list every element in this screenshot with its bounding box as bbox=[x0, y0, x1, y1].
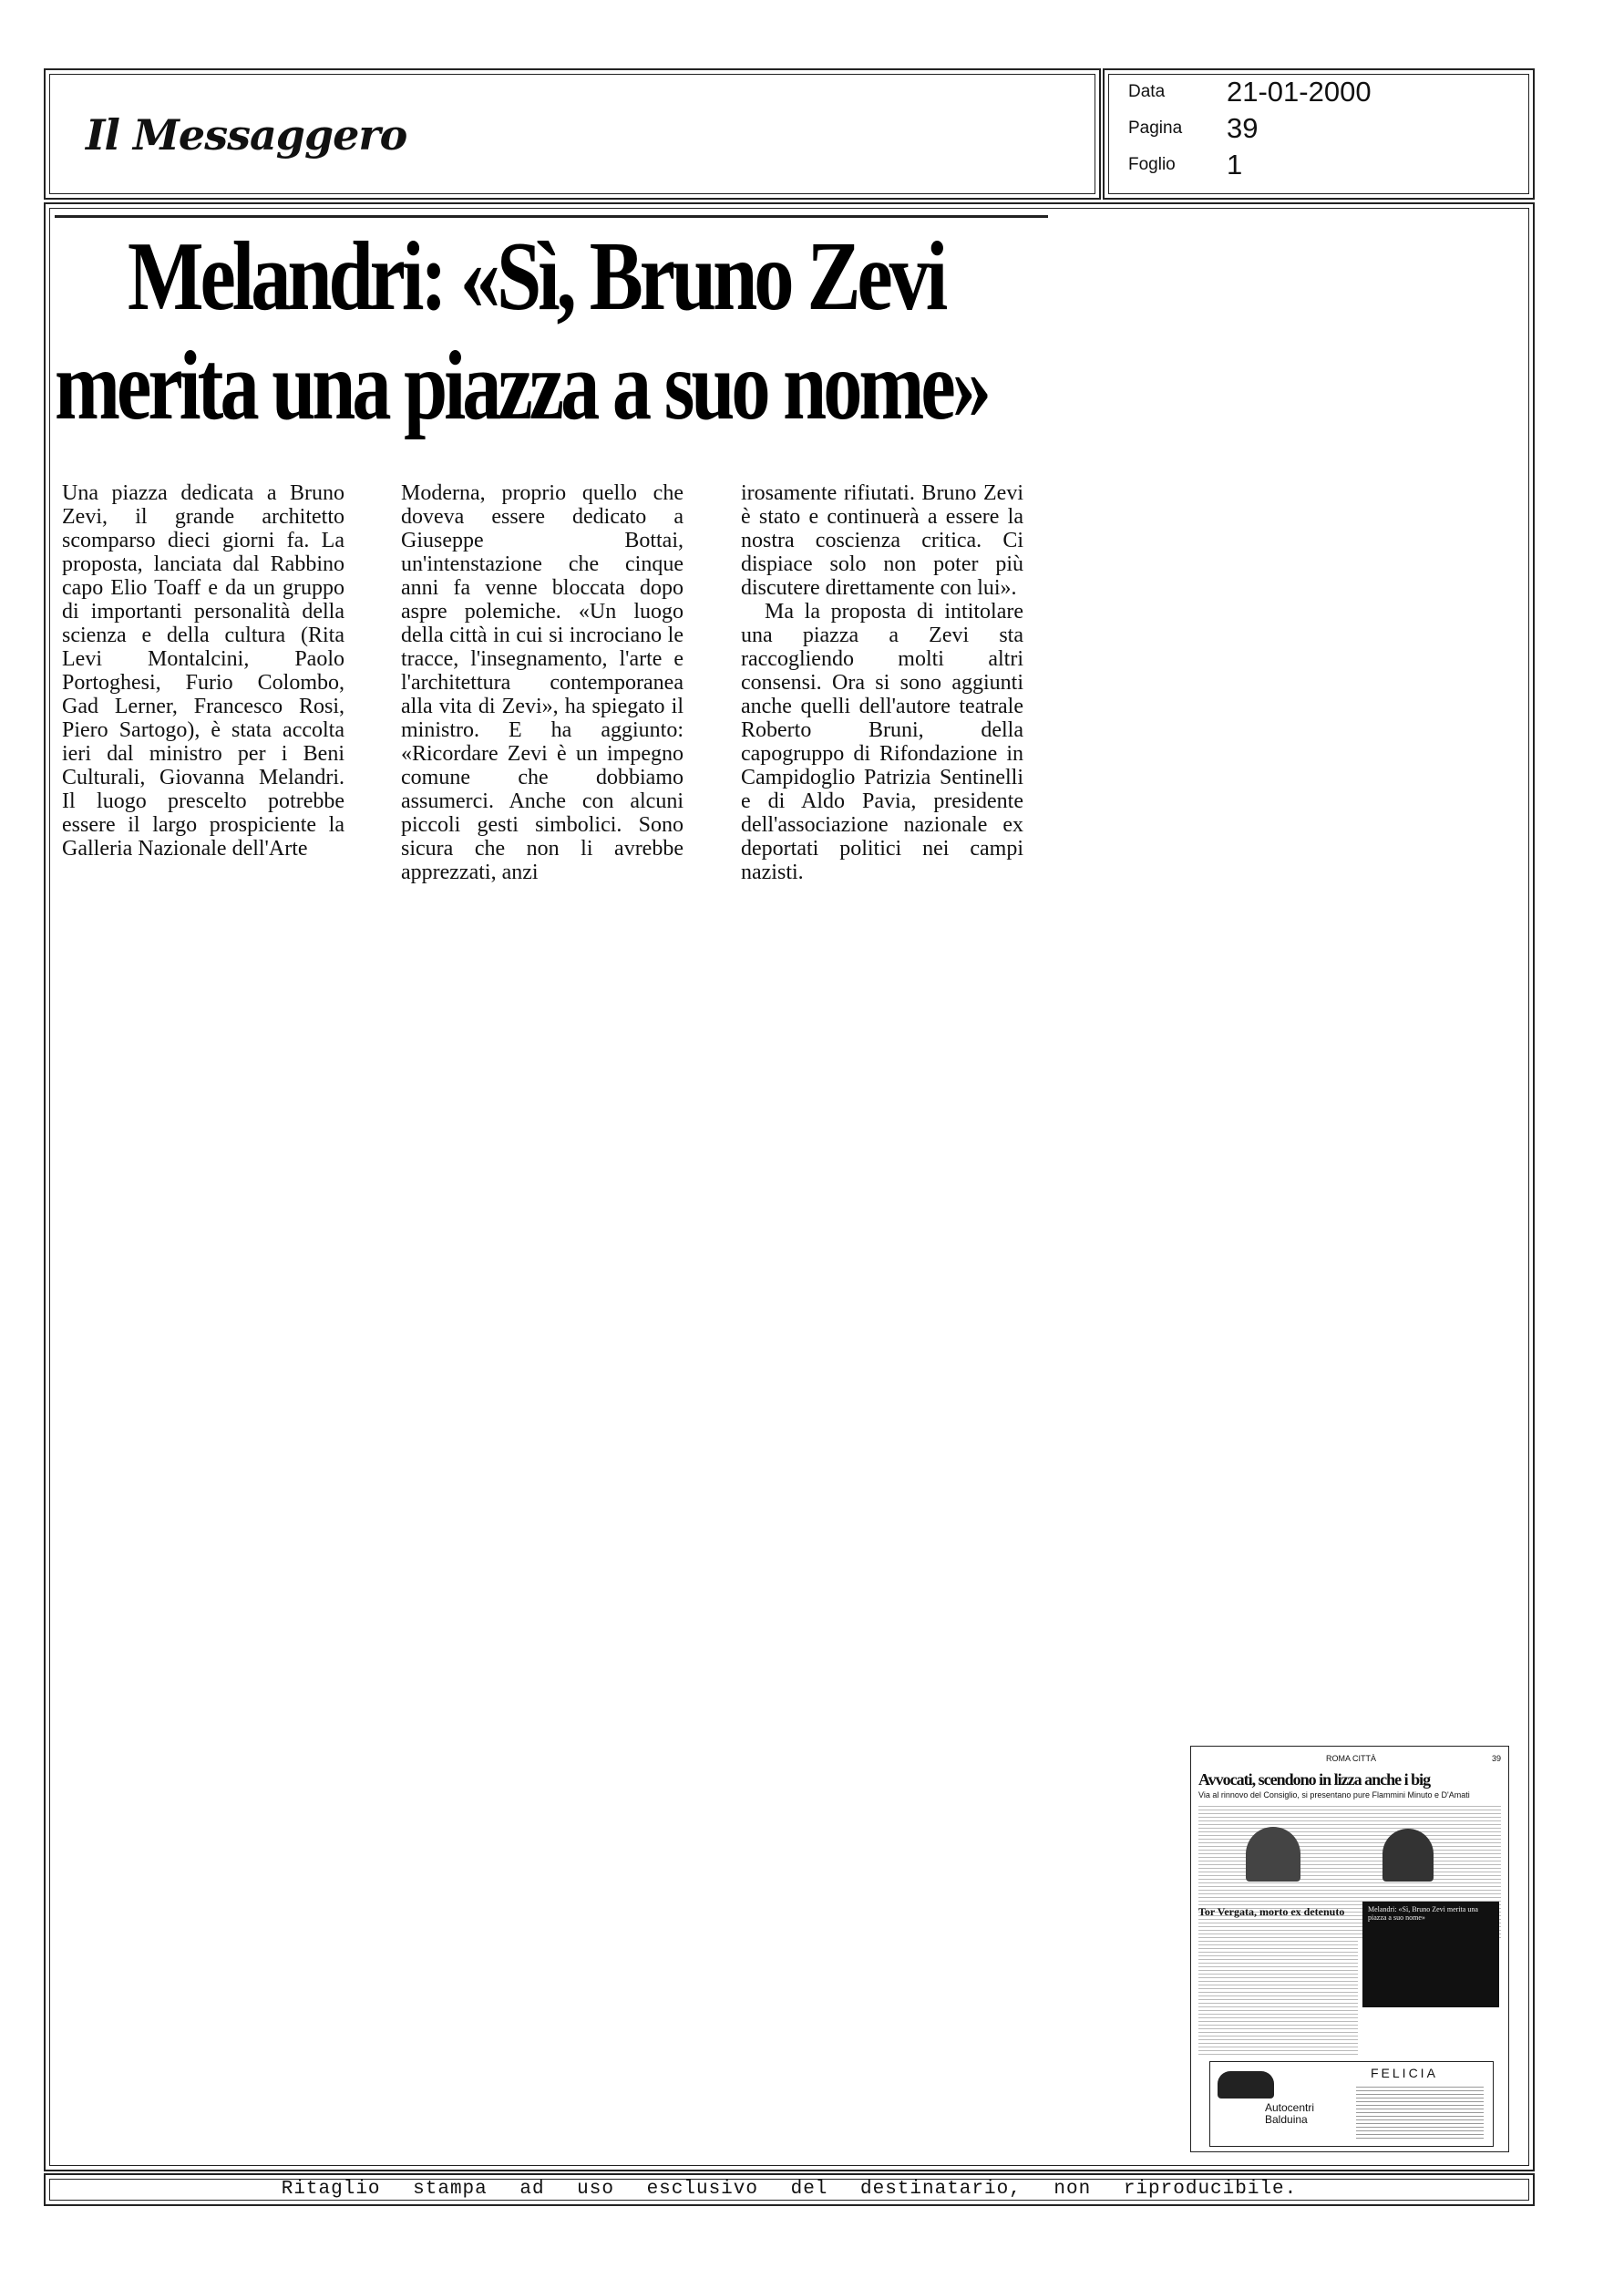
thumbnail-subtitle: Via al rinnovo del Consiglio, si presentano pure Flammini Minuto e D'Amati bbox=[1198, 1790, 1470, 1799]
thumbnail-inset-box bbox=[1362, 1902, 1499, 2007]
thumbnail-text-block-2 bbox=[1198, 1920, 1358, 2057]
ad-dealer-line-1: Autocentri bbox=[1265, 2101, 1315, 2114]
headline-line-1: Melandri: «Sì, Bruno Zevi bbox=[128, 222, 945, 331]
thumbnail-advertisement bbox=[1209, 2061, 1494, 2147]
column-2-text: Moderna, proprio quello che doveva essere dedicato a Giuseppe Bottai, un'intenstazione che cinque anni fa venne bloccata dopo aspre polemiche. «Un luogo della città in cui si incrociano le tracce, l'insegnamento, l'arte e l'architettura contemporanea alla vita di Zevi», ha spiegato il ministro. E ha aggiunto: «Ricordare Zevi è un impegno comune che dobbiamo assumerci. Anche con alcuni piccoli gesti simbolici. Sono sicura che non li avrebbe apprezzati, anzi bbox=[401, 481, 684, 884]
article-column-2 bbox=[401, 481, 684, 884]
thumbnail-photo-2 bbox=[1382, 1829, 1434, 1882]
column-3-paragraph-2: Ma la proposta di intitolare una piazza a Zevi sta raccogliendo molti altri consensi. Ora si sono aggiunti anche quelli dell'autore teatrale Roberto Bruni, della capogruppo di Rifondazione in Campidoglio Patrizia Sentinelli e di Aldo Pavia, presidente dell'associazione nazionale ex deportati politici nei campi nazisti. bbox=[741, 600, 1023, 884]
thumbnail-main-title: Avvocati, scendono in lizza anche i big bbox=[1198, 1770, 1431, 1789]
masthead-box bbox=[44, 68, 1101, 200]
thumbnail-inset-headline: Melandri: «Sì, Bruno Zevi merita una piazza a suo nome» bbox=[1368, 1905, 1478, 1922]
column-3-paragraph-1: irosamente rifiutati. Bruno Zevi è stato e continuerà a essere la nostra coscienza critica. Ci dispiace solo non poter più discutere direttamente con lui». bbox=[741, 481, 1023, 600]
thumbnail-page-number: 39 bbox=[1491, 1754, 1501, 1763]
ad-dealer-line-2: Balduina bbox=[1265, 2113, 1308, 2126]
ad-brand: FELICIA bbox=[1371, 2066, 1438, 2080]
headline-line-2: merita una piazza a suo nome» bbox=[55, 332, 988, 440]
meta-row-date bbox=[1128, 76, 1372, 108]
thumbnail-secondary-title: Tor Vergata, morto ex detenuto bbox=[1198, 1905, 1345, 1918]
ad-fine-print bbox=[1356, 2084, 1484, 2139]
article-column-3 bbox=[741, 481, 1023, 884]
column-1-text: Una piazza dedicata a Bruno Zevi, il grande architetto scomparso dieci giorni fa. La proposta, lanciata dal Rabbino capo Elio Toaff e da un gruppo di importanti personalità della scienza e della cultura (Rita Levi Montalcini, Paolo Portoghesi, Furio Colombo, Gad Lerner, Francesco Rosi, Piero Sartogo), è stata accolta ieri dal ministro per i Beni Culturali, Giovanna Melandri. Il luogo prescelto potrebbe essere il largo prospiciente la Galleria Nazionale dell'Arte bbox=[62, 481, 344, 861]
copyright-notice: Ritaglio stampa ad uso esclusivo del destinatario, non riproducibile. bbox=[281, 2179, 1298, 2200]
meta-row-page bbox=[1128, 112, 1258, 145]
newspaper-logo: Il Messaggero bbox=[86, 110, 407, 160]
meta-value-date: 21-01-2000 bbox=[1227, 76, 1372, 108]
thumbnail-photo-1 bbox=[1246, 1827, 1300, 1882]
meta-label-page: Pagina bbox=[1128, 119, 1183, 138]
meta-label-sheet: Foglio bbox=[1128, 155, 1176, 174]
meta-value-page: 39 bbox=[1227, 112, 1259, 144]
thumbnail-section: ROMA CITTÀ bbox=[1326, 1754, 1377, 1763]
meta-row-sheet bbox=[1128, 149, 1242, 181]
page-thumbnail bbox=[1190, 1746, 1509, 2152]
meta-label-date: Data bbox=[1128, 82, 1166, 101]
footer-box bbox=[44, 2173, 1535, 2206]
headline-rule bbox=[55, 215, 1048, 218]
clipping-metadata-box bbox=[1103, 68, 1535, 200]
car-icon bbox=[1218, 2071, 1274, 2099]
ad-dealer bbox=[1265, 2102, 1314, 2126]
meta-value-sheet: 1 bbox=[1227, 149, 1243, 180]
article-column-1 bbox=[62, 481, 344, 861]
